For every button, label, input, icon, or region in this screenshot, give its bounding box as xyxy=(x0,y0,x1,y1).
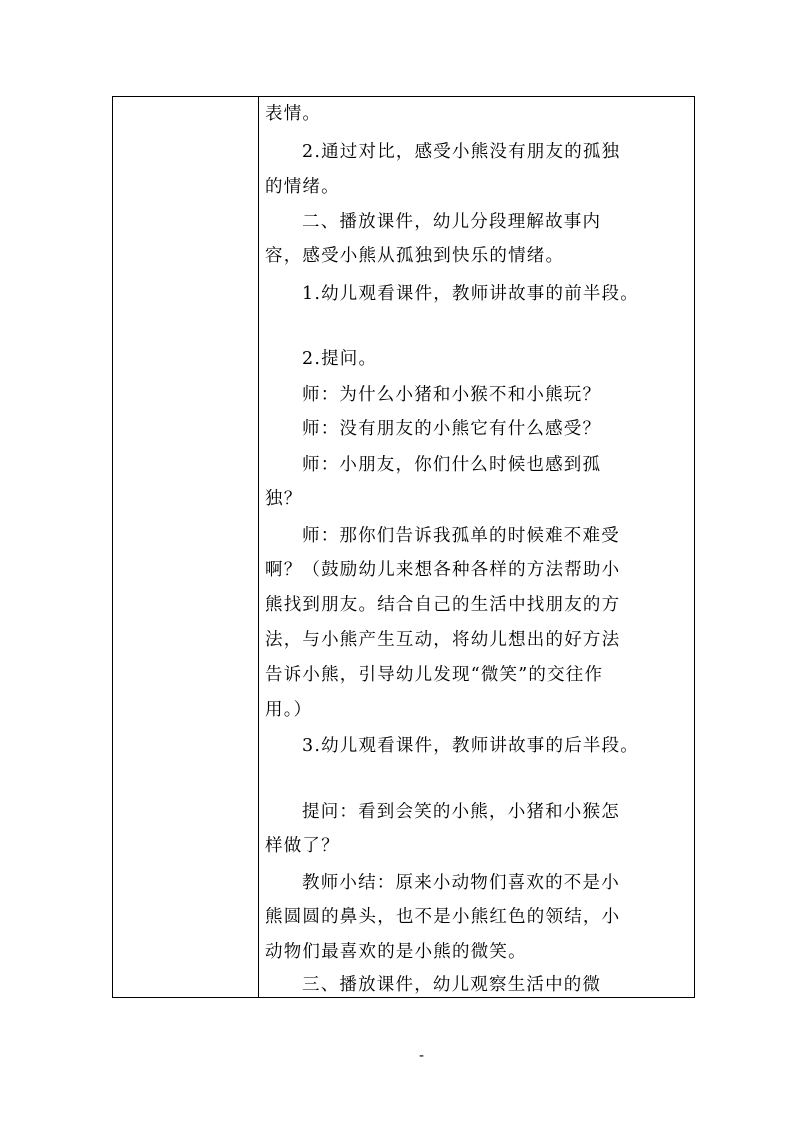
text-line-17: 用。） xyxy=(265,700,313,720)
text-line-24: 三、播放课件，幼儿观察生活中的微 xyxy=(302,975,602,995)
text-line-11: 独？ xyxy=(265,489,303,509)
text-line-9: 师：没有朋友的小熊它有什么感受？ xyxy=(302,419,602,439)
text-line-15: 法，与小熊产生互动，将幼儿想出的好方法 xyxy=(265,630,621,650)
text-line-1: 表情。 xyxy=(265,104,322,124)
column-divider xyxy=(258,97,259,997)
lesson-table xyxy=(112,96,695,998)
text-line-19: 提问：看到会笑的小熊，小猪和小猴怎 xyxy=(302,802,620,822)
text-line-20: 样做了？ xyxy=(265,836,340,856)
content-cell xyxy=(265,97,691,997)
text-line-23: 动物们最喜欢的是小熊的微笑。 xyxy=(265,942,527,962)
text-line-16: 告诉小熊，引导幼儿发现“微笑”的交往作 xyxy=(265,665,604,685)
text-line-3: 的情绪。 xyxy=(265,177,340,197)
text-line-4: 二、播放课件，幼儿分段理解故事内 xyxy=(302,212,602,232)
text-line-5: 容，感受小熊从孤独到快乐的情绪。 xyxy=(265,246,565,266)
text-line-6: 1.幼儿观看课件，教师讲故事的前半段。 xyxy=(302,284,639,304)
text-line-22: 熊圆圆的鼻头，也不是小熊红色的领结，小 xyxy=(265,907,621,927)
left-column-cell xyxy=(113,97,258,997)
text-line-18: 3.幼儿观看课件，教师讲故事的后半段。 xyxy=(302,736,639,756)
text-line-14: 熊找到朋友。结合自己的生活中找朋友的方 xyxy=(265,595,621,615)
text-line-12: 师：那你们告诉我孤单的时候难不难受 xyxy=(302,526,620,546)
text-line-2: 2.通过对比，感受小熊没有朋友的孤独 xyxy=(302,142,621,162)
text-line-8: 师：为什么小猪和小猴不和小熊玩？ xyxy=(302,385,602,405)
text-line-13: 啊？（鼓励幼儿来想各种各样的方法帮助小 xyxy=(265,560,621,580)
text-line-21: 教师小结：原来小动物们喜欢的不是小 xyxy=(302,873,620,893)
text-line-10: 师：小朋友，你们什么时候也感到孤 xyxy=(302,455,602,475)
text-line-7: 2.提问。 xyxy=(302,349,378,369)
page-footer-mark: - xyxy=(419,1048,425,1064)
